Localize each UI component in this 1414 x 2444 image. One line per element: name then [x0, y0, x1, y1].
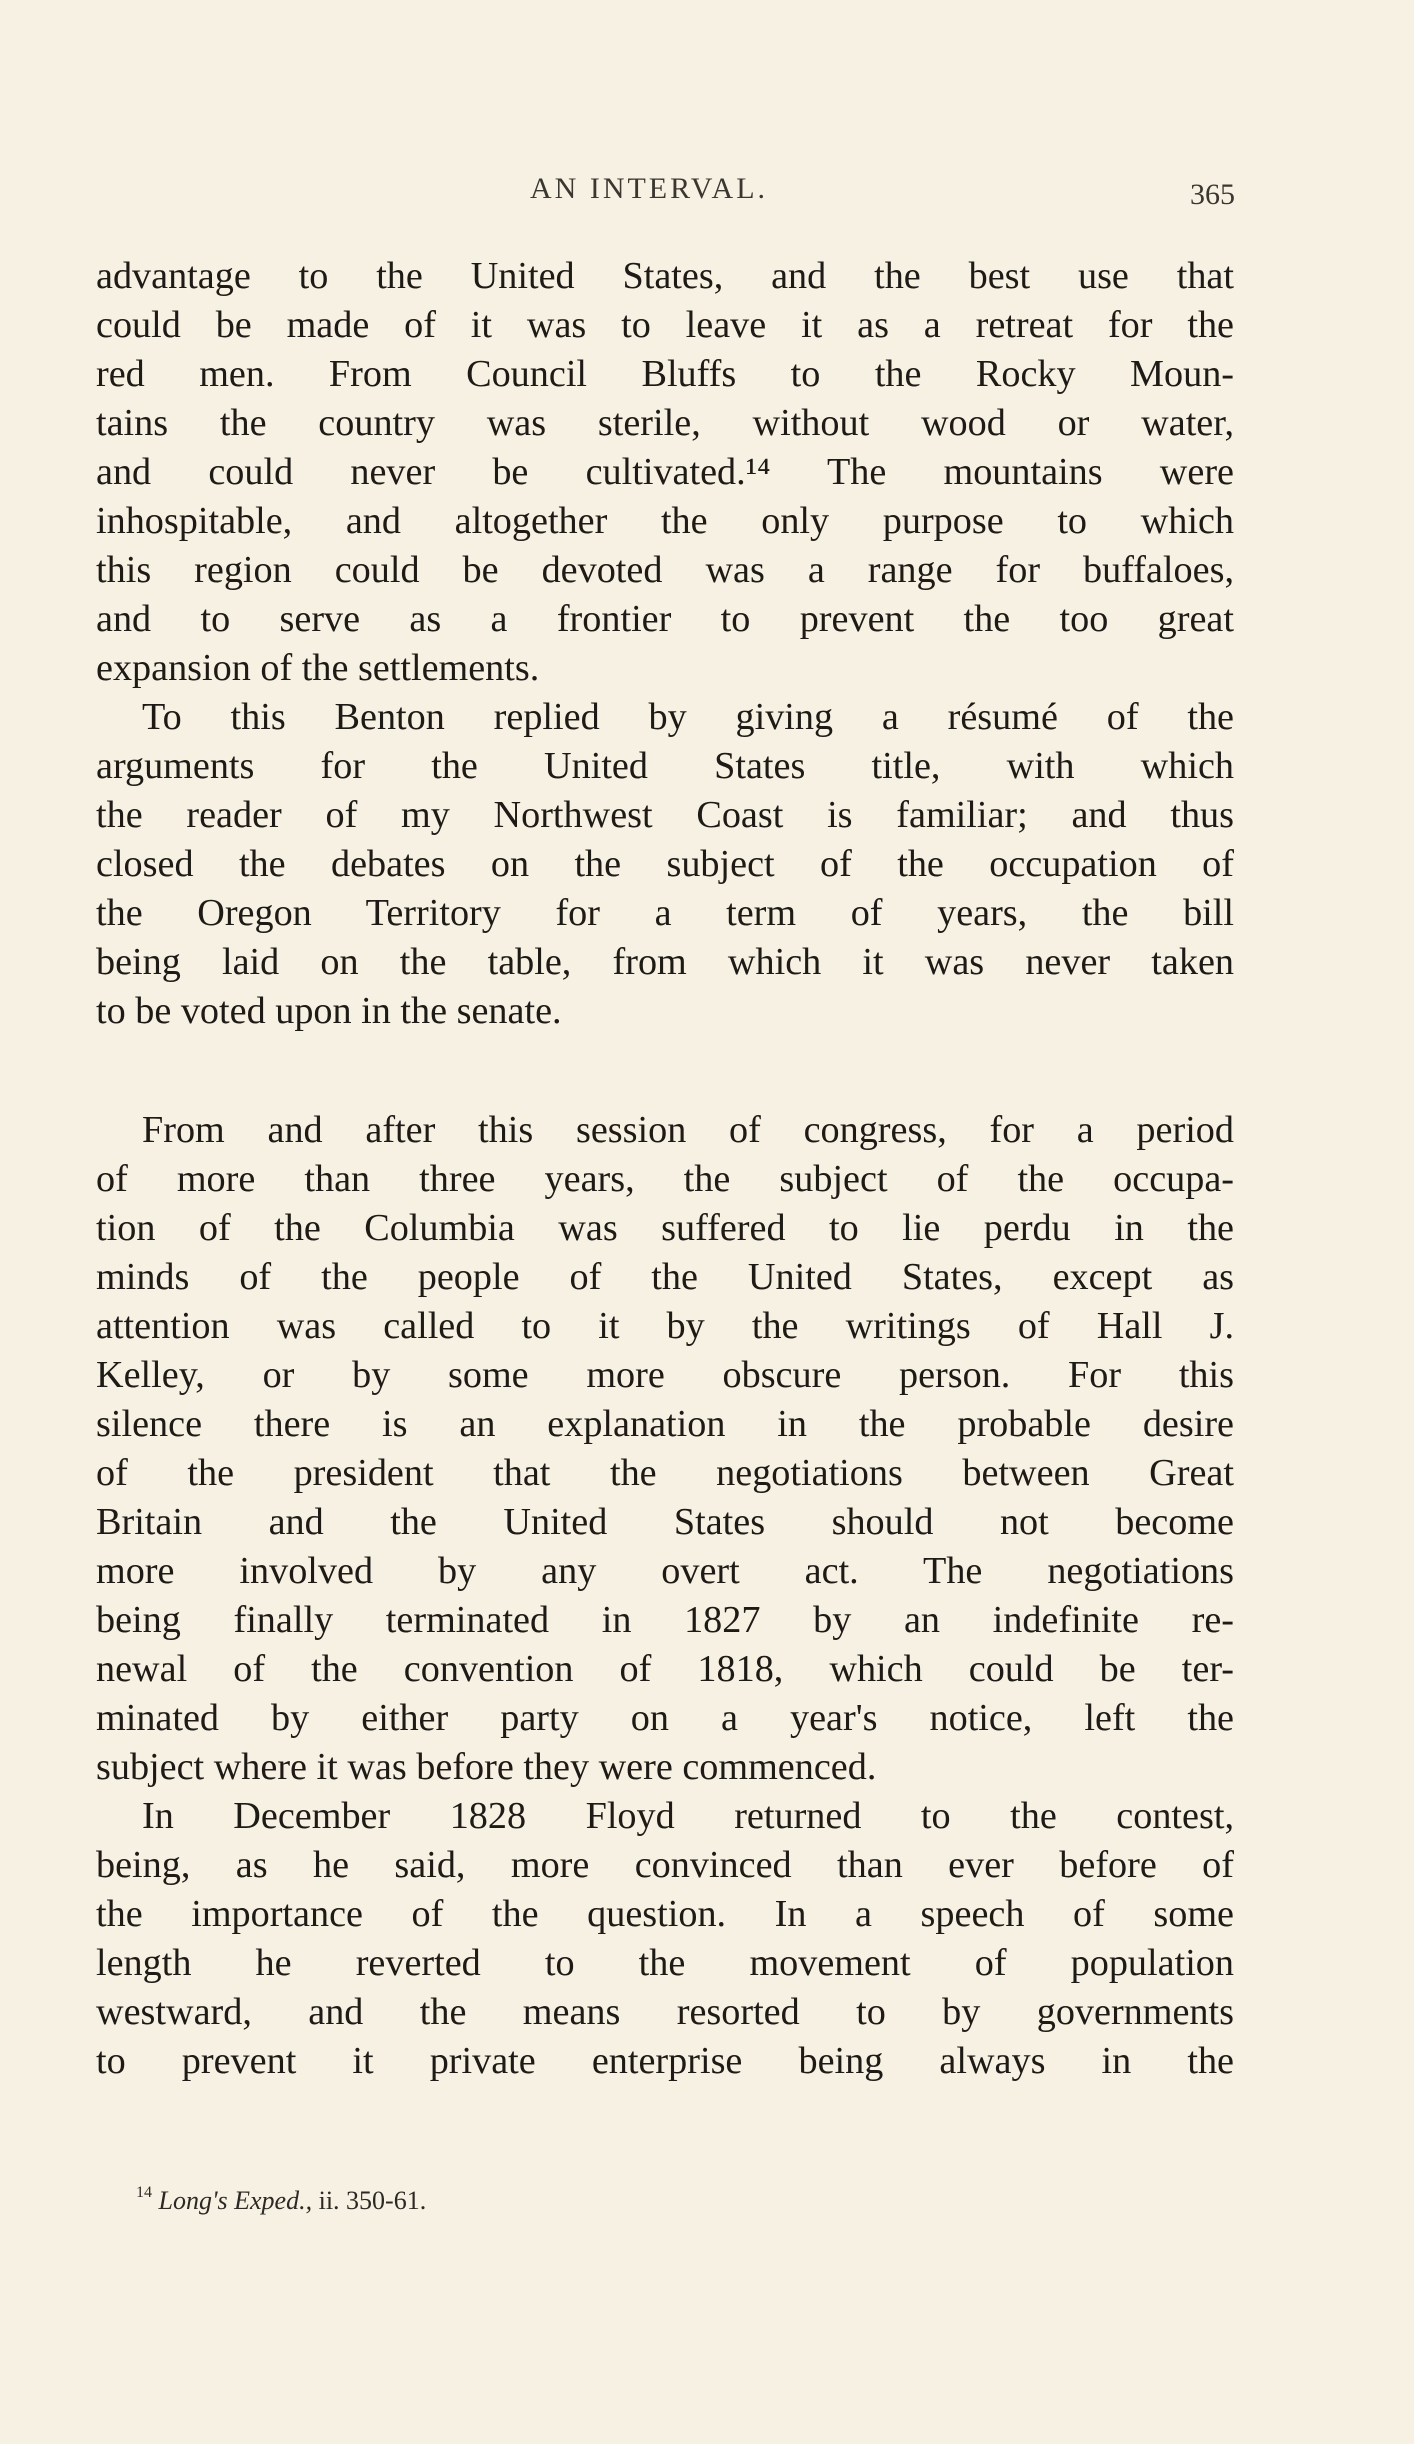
text-line: being laid on the table, from which it was never taken — [96, 941, 1234, 983]
footnote-reference: ii. 350-61. — [312, 2186, 427, 2215]
text-line: the Oregon Territory for a term of years, the bill — [96, 892, 1234, 934]
text-line: arguments for the United States title, with which — [96, 745, 1234, 787]
body-text-upper — [96, 252, 1234, 1036]
text-line: expansion of the settlements. — [96, 647, 540, 689]
paragraph-benton — [96, 693, 1234, 1036]
text-line: could be made of it was to leave it as a retreat for the — [96, 304, 1234, 346]
paragraph-floyd — [96, 1792, 1234, 2086]
text-line: being finally terminated in 1827 by an indefinite re- — [96, 1599, 1234, 1641]
text-line: silence there is an explanation in the probable desire — [96, 1403, 1234, 1445]
text-line: Britain and the United States should not become — [96, 1501, 1234, 1543]
text-line: of more than three years, the subject of the occupa- — [96, 1158, 1234, 1200]
text-line: From and after this session of congress, for a period — [142, 1109, 1234, 1151]
text-line: of the president that the negotiations between Great — [96, 1452, 1234, 1494]
text-line: and could never be cultivated.¹⁴ The mountains were — [96, 451, 1234, 493]
paragraph-continued — [96, 252, 1234, 693]
text-line: closed the debates on the subject of the occupation of — [96, 843, 1234, 885]
text-line: tains the country was sterile, without wood or water, — [96, 402, 1234, 444]
text-line: advantage to the United States, and the best use that — [96, 255, 1234, 297]
text-line: and to serve as a frontier to prevent the too great — [96, 598, 1234, 640]
footnote-title: Long's Exped., — [158, 2186, 313, 2215]
text-line: inhospitable, and altogether the only purpose to which — [96, 500, 1234, 542]
running-title: AN INTERVAL. — [530, 172, 769, 205]
body-text-lower — [96, 1106, 1234, 2086]
text-line: the reader of my Northwest Coast is familiar; and thus — [96, 794, 1234, 836]
text-line: the importance of the question. In a speech of some — [96, 1893, 1234, 1935]
page-number: 365 — [1190, 178, 1235, 211]
text-line: being, as he said, more convinced than ever before of — [96, 1844, 1234, 1886]
footnote — [136, 2186, 426, 2216]
text-line: attention was called to it by the writings of Hall J. — [96, 1305, 1234, 1347]
text-line: more involved by any overt act. The negotiations — [96, 1550, 1234, 1592]
text-line: newal of the convention of 1818, which could be ter- — [96, 1648, 1234, 1690]
text-line: subject where it was before they were commenced. — [96, 1746, 877, 1788]
text-line: to be voted upon in the senate. — [96, 990, 562, 1032]
text-line: Kelley, or by some more obscure person. For this — [96, 1354, 1234, 1396]
text-line: To this Benton replied by giving a résumé of the — [142, 696, 1234, 738]
text-line: this region could be devoted was a range for buffaloes, — [96, 549, 1234, 591]
running-head — [0, 172, 1414, 212]
text-line: In December 1828 Floyd returned to the contest, — [142, 1795, 1234, 1837]
text-line: red men. From Council Bluffs to the Rocky Moun- — [96, 353, 1234, 395]
text-line: westward, and the means resorted to by governments — [96, 1991, 1234, 2033]
text-line: to prevent it private enterprise being always in the — [96, 2040, 1234, 2082]
text-line: minds of the people of the United States, except as — [96, 1256, 1234, 1298]
footnote-mark: 14 — [136, 2184, 152, 2201]
text-line: length he reverted to the movement of population — [96, 1942, 1234, 1984]
paragraph-interval — [96, 1106, 1234, 1792]
text-line: minated by either party on a year's notice, left the — [96, 1697, 1234, 1739]
text-line: tion of the Columbia was suffered to lie perdu in the — [96, 1207, 1234, 1249]
